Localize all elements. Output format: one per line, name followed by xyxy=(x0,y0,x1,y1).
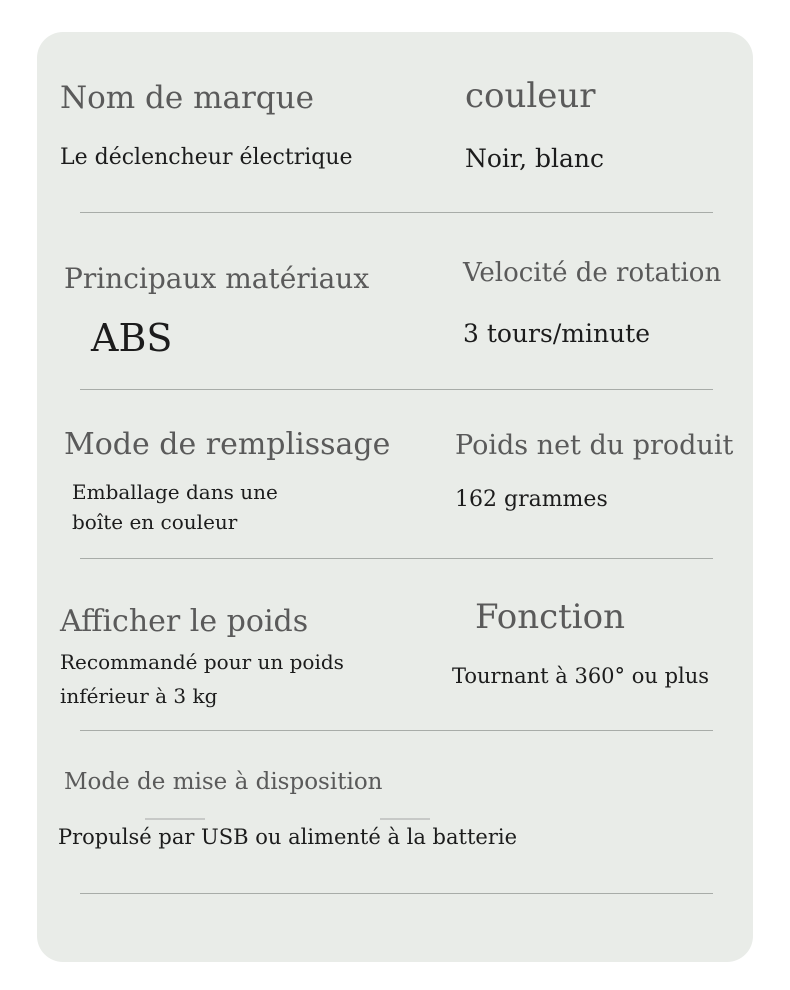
packing-value-line-1: Emballage dans une xyxy=(72,480,278,504)
color-label: couleur xyxy=(465,76,596,116)
rotation-label: Velocité de rotation xyxy=(463,258,722,288)
function-label: Fonction xyxy=(475,597,626,637)
display-weight-value-line-1: Recommandé pour un poids xyxy=(60,650,344,674)
color-value: Noir, blanc xyxy=(465,144,605,173)
material-value: ABS xyxy=(91,316,173,360)
rotation-value: 3 tours/minute xyxy=(463,319,650,348)
function-value: Tournant à 360° ou plus xyxy=(452,664,710,688)
power-value: Propulsé par USB ou alimenté à la batterie xyxy=(58,825,518,849)
divider-2 xyxy=(80,389,713,390)
material-label: Principaux matériaux xyxy=(64,262,370,295)
display-weight-label: Afficher le poids xyxy=(60,604,309,639)
weight-label: Poids net du produit xyxy=(455,430,734,461)
divider-4 xyxy=(80,730,713,731)
packing-value-line-2: boîte en couleur xyxy=(72,510,238,534)
packing-label: Mode de remplissage xyxy=(64,427,391,462)
faint-mark xyxy=(380,818,430,820)
divider-3 xyxy=(80,558,713,559)
divider-1 xyxy=(80,212,713,213)
divider-5 xyxy=(80,893,713,894)
display-weight-value-line-2: inférieur à 3 kg xyxy=(60,684,218,708)
faint-mark xyxy=(145,818,205,820)
brand-label: Nom de marque xyxy=(60,80,314,116)
weight-value: 162 grammes xyxy=(455,487,608,512)
brand-value: Le déclencheur électrique xyxy=(60,145,353,170)
power-label: Mode de mise à disposition xyxy=(64,769,383,795)
